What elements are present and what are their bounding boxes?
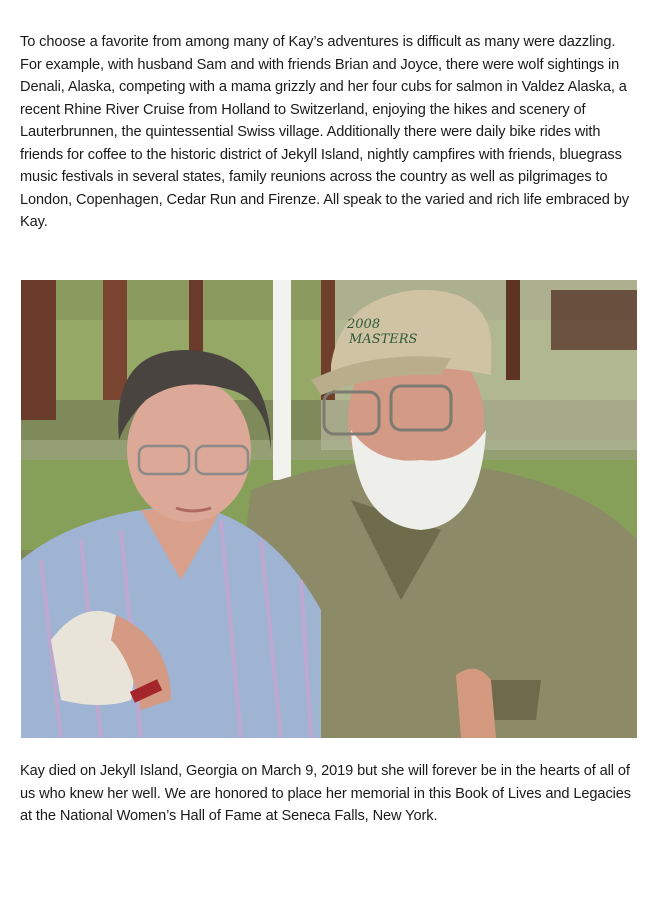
closing-paragraph: Kay died on Jekyll Island, Georgia on March 9, 2019 but she will forever be in the hearts of all of us who knew her well. We are honored to place her memorial in this Book of Lives and Legacies at the National Women’s Hall of Fame at Seneca Falls, New York. [20,763,631,824]
couple-photo [21,280,637,738]
cap-brand-text: MASTERS [349,332,418,347]
intro-paragraph: To choose a favorite from among many of Kay’s adventures is difficult as many were dazzling. For example, with husband Sam and with friends Brian and Joyce, there were wolf sightings in Denali, Alaska, competing with a mama grizzly and her four cubs for salmon in Valdez Alaska, a recent Rhine River Cruise from Holland to Switzerland, enjoying the hikes and scenery of Lauterbrunnen, the quintessential Swiss village. Additionally there were daily bike rides with friends for coffee to the historic district of Jekyll Island, nightly campfires with friends, bluegrass music festivals in several states, family reunions across the country as well as pilgrimages to London, Copenhagen, Cedar Run and Firenze. All speak to the varied and rich life embraced by Kay. [20,34,629,230]
cap-year-text: 2008 [347,317,381,332]
